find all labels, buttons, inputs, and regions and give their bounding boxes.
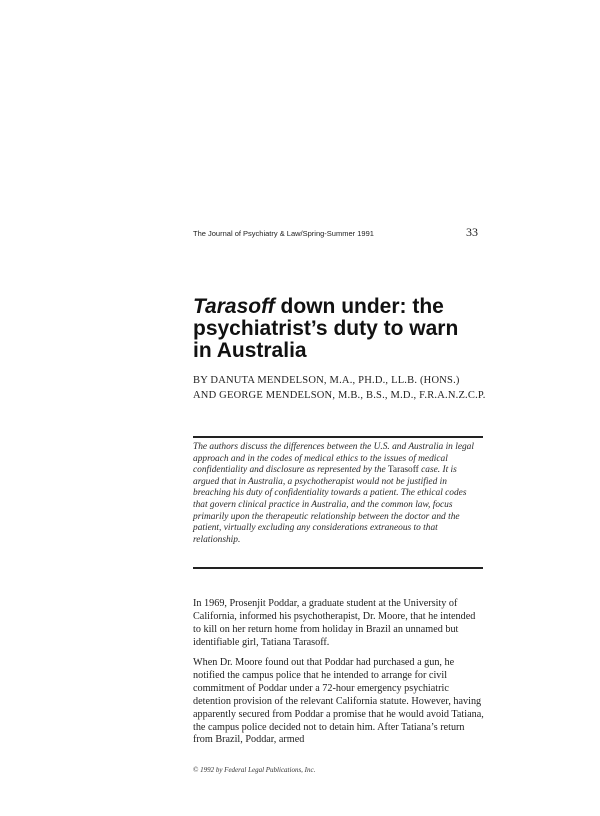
author-line-1: BY DANUTA MENDELSON, M.A., PH.D., LL.B. (HONS.) xyxy=(193,375,460,386)
abstract-bottom-rule xyxy=(193,567,483,569)
abstract-top-rule xyxy=(193,436,483,438)
title-italic-case-name: Tarasoff xyxy=(193,295,275,318)
author-byline xyxy=(193,373,486,403)
title-line1-rest: down under: the xyxy=(274,295,444,318)
article-title xyxy=(193,296,523,362)
body-paragraph-2: When Dr. Moore found out that Poddar had purchased a gun, he notified the campus police that he intended to arrange for civil commitment of Poddar under a 72-hour emergency psychiatric detention provision of the relevant California statute. However, having apparently secured from Poddar a promise that he would avoid Tatiana, the campus police decided not to detain him. After Tatiana’s return from Brazil, Poddar, armed xyxy=(193,657,484,746)
page-number: 33 xyxy=(466,225,478,239)
abstract-part-1: The authors discuss the differences between the U.S. and Australia in legal approach and in the codes of medical ethics to the issues of medical confidentiality and disclosure as represented by the xyxy=(193,442,474,476)
body-paragraph-1: In 1969, Prosenjit Poddar, a graduate student at the University of California, informed his psychotherapist, Dr. Moore, that he intended to kill on her return home from holiday in Brazil an unnamed but identifiable girl, Tatiana Tarasoff. xyxy=(193,598,476,648)
author-line-2: AND GEORGE MENDELSON, M.B., B.S., M.D., F.R.A.N.Z.C.P. xyxy=(193,390,486,401)
abstract-part-2: case. It is argued that in Australia, a psychotherapist would not be justified in breaching his duty of confidentiality towards a patient. The ethical codes that govern clinical practice in Australia, and the common law, focus primarily upon the therapeutic relationship between the doctor and the patient, virtually excluding any considerations extraneous to that relationship. xyxy=(193,465,467,545)
title-line2: psychiatrist’s duty to warn xyxy=(193,317,459,340)
abstract xyxy=(193,442,483,546)
journal-running-head: The Journal of Psychiatry & Law/Spring-Summer 1991 xyxy=(193,229,374,238)
copyright-notice: © 1992 by Federal Legal Publications, Inc. xyxy=(193,766,316,774)
abstract-case-name: Tarasoff xyxy=(385,465,419,476)
title-line3: in Australia xyxy=(193,339,307,362)
